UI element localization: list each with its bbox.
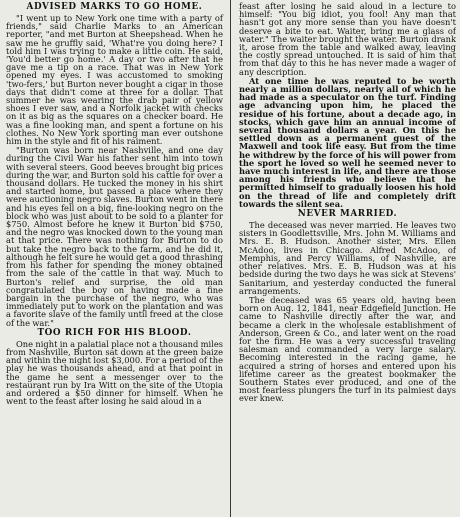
paragraph: "Burton was born near Nashville, and one day during the Civil War his father sent him into town with several steers. Good beeves brought big prices during the war, and Burton sold his cattle for over a thousand dollars. He tucked the money in his shirt and started home, but passed a place where they were auctioning negro slaves. Burton went in there and his eyes fell on a big, fine-looking negro on the block who was just about to be sold to a planter for $750. Almost before he knew it Burton bid $750, and the negro was knocked down to the young man at that price. There was nothing for Burton to do but take the negro back to the farm, and he did it, although he felt sure he would get a good thrashing from his father for spending the money obtained from the sale of the cattle in that way. Much to Burton's relief and surprise, the old man congratulated the boy on having made a fine bargain in the purchase of the negro, who was immediately put to work on the plantation and was a favorite slave of the family until freed at the close of the war." <box>6 145 223 328</box>
heading-advised-marks: ADVISED MARKS TO GO HOME. <box>26 2 203 12</box>
paragraph: feast after losing he said aloud in a lecture to himself: "You big idiot, you fool! Any man that hasn't got any more sense than you have doesn't deserve a bite to eat. Waiter, bring me a glass of water." The waiter brought the water. Burton drank it, arose from the table and walked away, leaving the costly spread untouched. It is said of him that from that day to this he has never made a wager of any description. <box>239 2 456 77</box>
left-column <box>6 2 227 517</box>
paragraph: One night in a palatial place not a thousand miles from Nashville, Burton sat down at the green baize and within the night lost $3,000. For a period of the play he was thousands ahead, and at that point in the game he sent a messenger over to the restaurant run by Ira Witt on the site of the Utopia and ordered a $50 dinner for himself. When he went to the feast after losing he said aloud in a <box>6 338 223 407</box>
column-divider <box>230 0 231 517</box>
paragraph: The deceased was never married. He leaves two sisters in Goodlettsville, Mrs. John M. Williams and Mrs. E. B. Hudson. Another sister, Mrs. Ellen McAdoo, lives in Chicago. Alfred McAdoo, of Memphis, and Percy Williams, of Nashville, are other relatives. Mrs. E. B. Hudson was at his bedside during the two days he was sick at Stevens' Sanitarium, and yesterday conducted the funeral arrangements. <box>239 220 456 296</box>
paragraph: At one time he was reputed to be worth nearly a million dollars, nearly all of which he had made as a speculator on the turf. Finding age advancing upon him, he placed the residue of his fortune, about a decade ago, in stocks, which gave him an annual income of several thousand dollars a year. On this he settled down as a permanent guest of the Maxwell and took life easy. But from the time he withdrew by the force of his will power from the sport he loved so well he seemed never to have much interest in life, and there are those among his friends who believe that he permitted himself to gradually loosen his hold on the thread of life and completely drift towards the silent sea. <box>239 75 456 209</box>
heading-never-married: NEVER MARRIED. <box>297 209 398 220</box>
right-column <box>235 2 456 517</box>
heading-too-rich: TOO RICH FOR HIS BLOOD. <box>37 327 192 338</box>
paragraph: The deceased was 65 years old, having been born on Aug. 12, 1841, near Edgefield Junction. He came to Nashville directly after the war, and became a clerk in the wholesale establishment of Anderson, Green & Co., and later went on the road for the firm. He was a very successful traveling salesman and commanded a very large salary. Becoming interested in the racing game, he acquired a string of horses and entered upon his lifetime career as the greatest bookmaker the Southern States ever produced, and one of the most fearless plungers the turf in its palmiest days ever knew. <box>239 294 456 404</box>
paragraph: "I went up to New York one time with a party of friends," said Charlie Marks to an American reporter, "and met Burton at Sheepshead. When he saw me he gruffly said, 'What're you doing here? I told him I was trying to make a little coin. He said, 'You'd better go home.' A day or two after that he gave me a tip on a race. That was in New York opened my eyes. I was accustomed to smoking 'two-fers,' but Burton never bought a cigar in those days that didn't come at three for a dollar. That summer he was wearing the drab pair of yellow shoes I ever saw, and a Norfolk jacket with checks on it as big as the squares on a checker board. He was a fine looking man, and spent a fortune on his clothes. No New York sporting man ever outshone him in the style and fit of his raiment. <box>6 13 223 147</box>
